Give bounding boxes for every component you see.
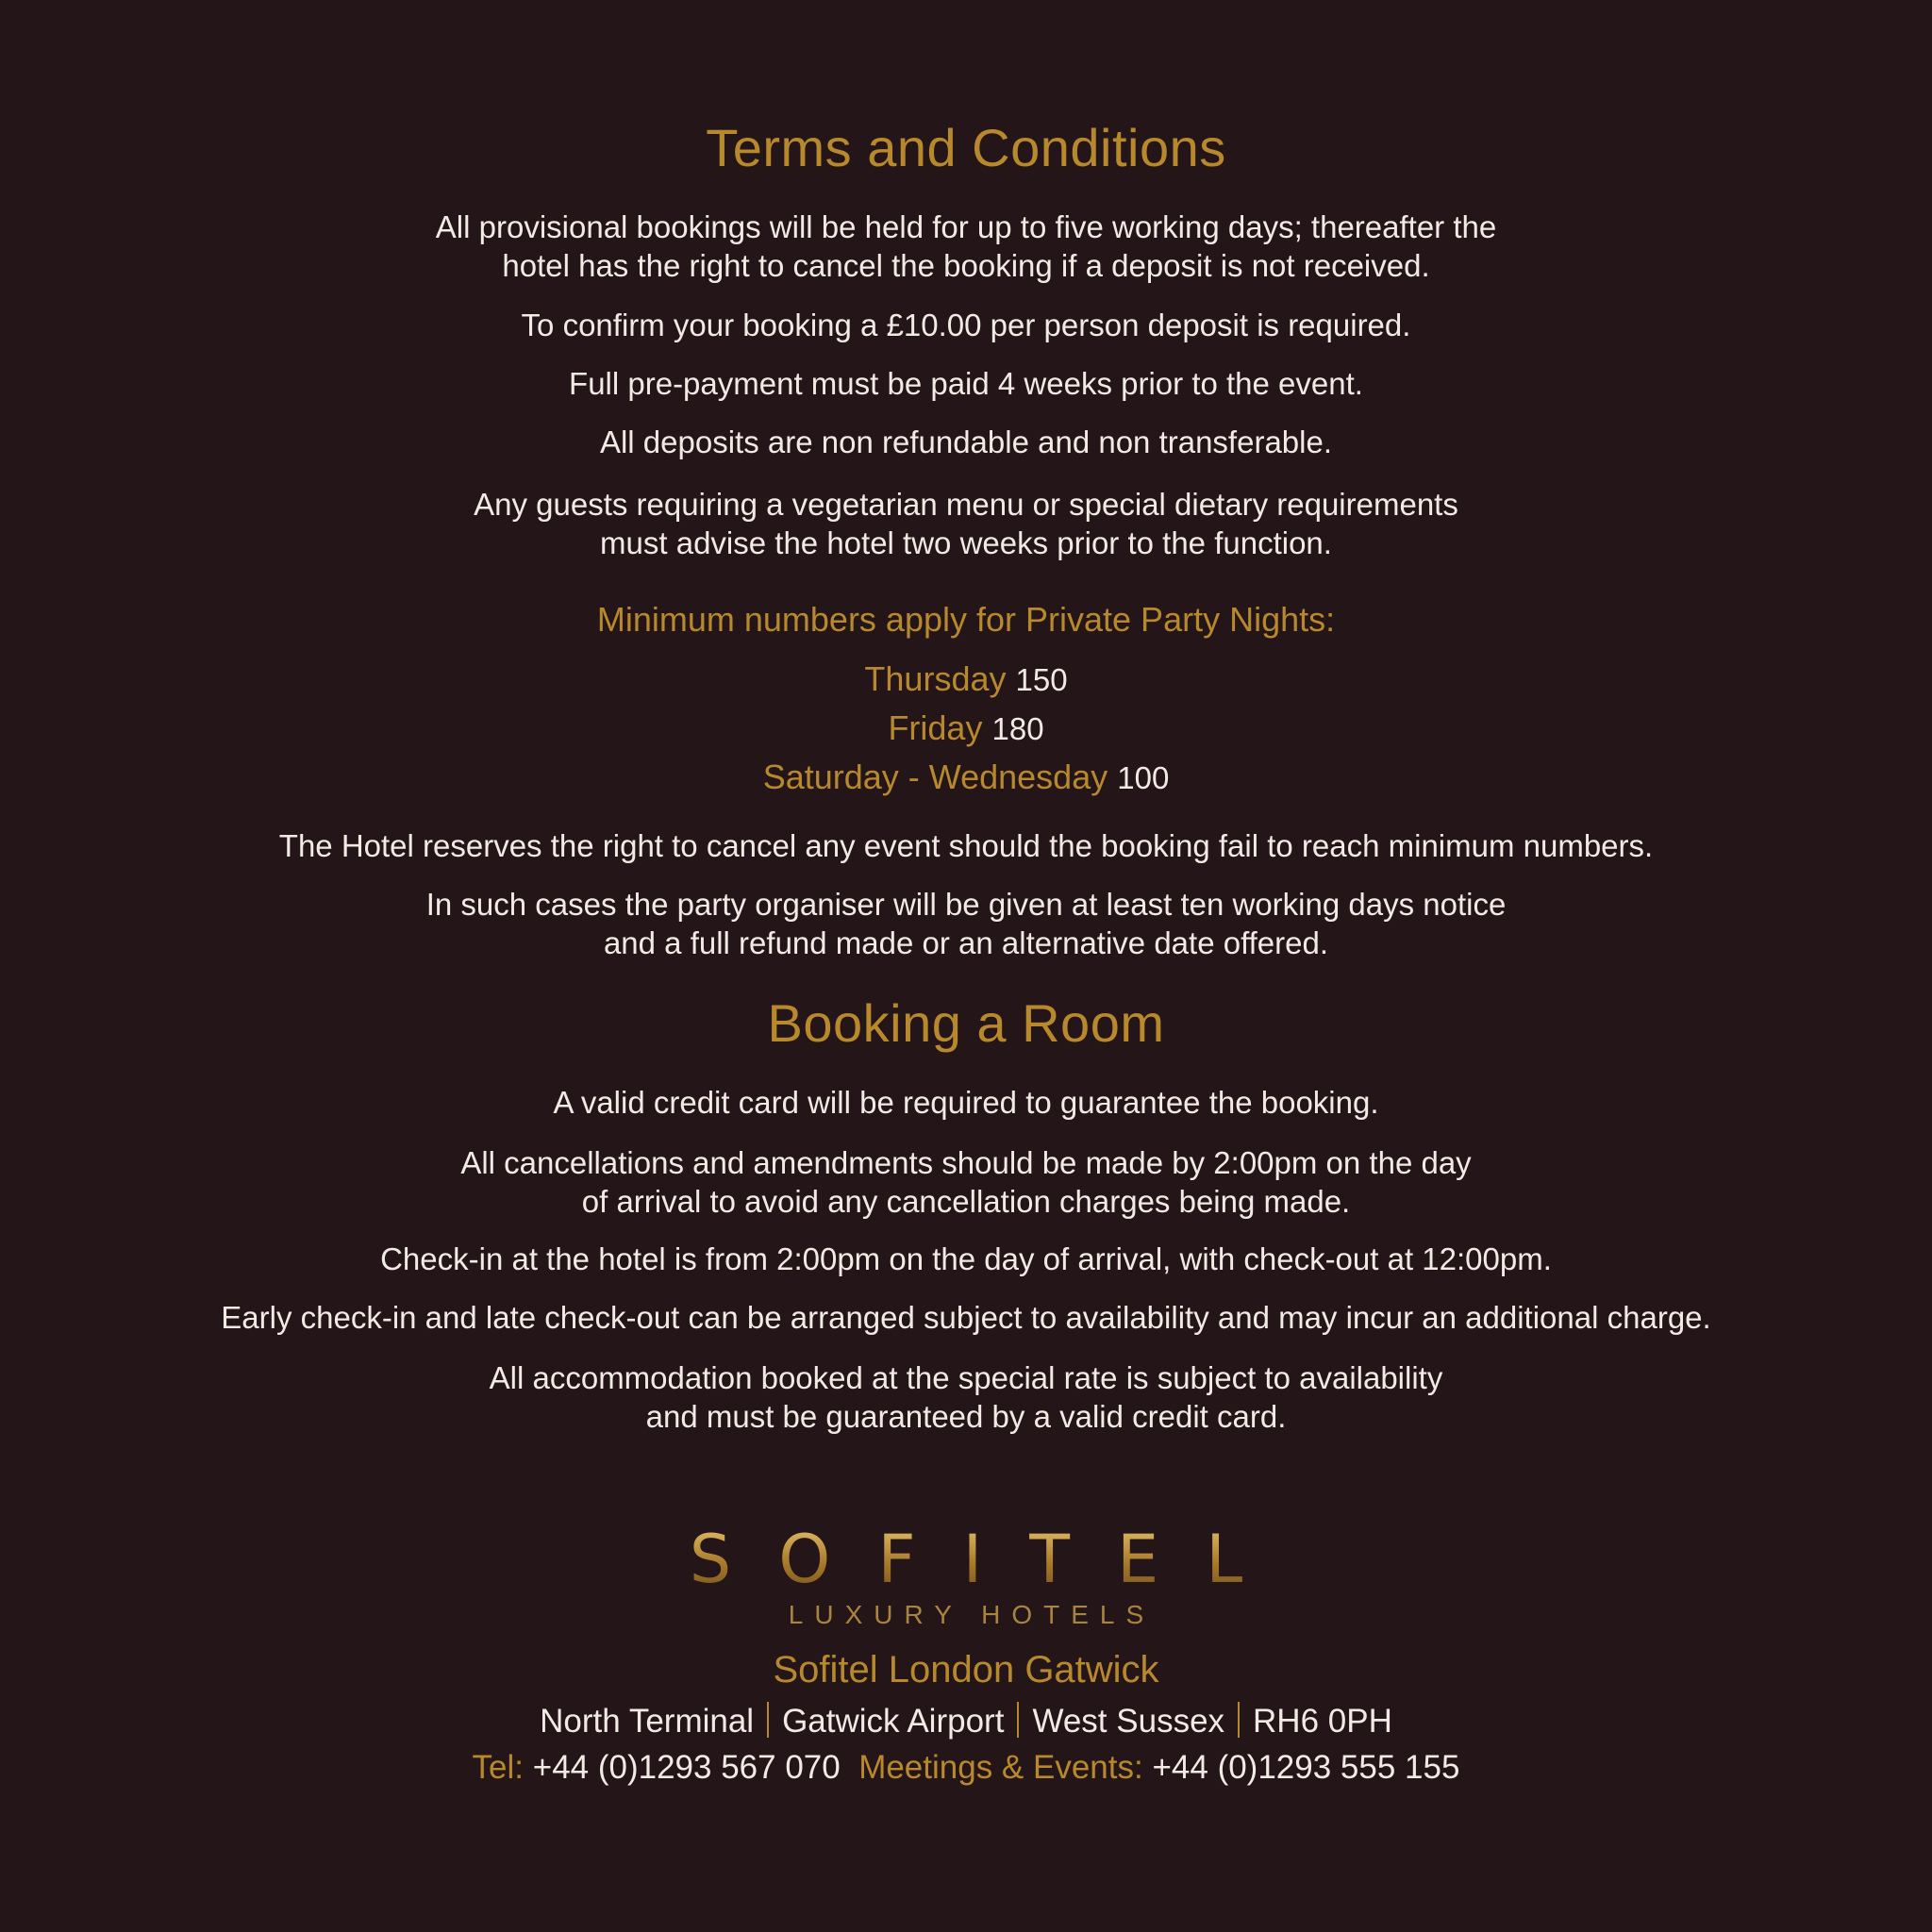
contact <box>0 1749 1932 1787</box>
minimum-day: Friday <box>888 708 983 747</box>
booking-paragraph: A valid credit card will be required to guarantee the booking. <box>553 1085 1379 1120</box>
booking-title-block <box>0 992 1932 1054</box>
terms-paragraph: Full pre-payment must be paid 4 weeks prior to the event. <box>569 366 1363 401</box>
terms-after-paragraph-2 <box>0 885 1932 962</box>
terms-paragraph-2 <box>0 306 1932 344</box>
minimum-row <box>0 704 1932 753</box>
address-separator <box>1017 1702 1019 1738</box>
minimum-list <box>0 655 1932 802</box>
terms-paragraph-3 <box>0 364 1932 403</box>
minimum-number: 150 <box>1015 662 1068 697</box>
terms-paragraph: In such cases the party organiser will be given at least ten working days notice and a full refund made or an alternative date offered. <box>425 887 1507 960</box>
terms-paragraph: All deposits are non refundable and non transferable. <box>599 425 1333 459</box>
events-value: +44 (0)1293 555 155 <box>1152 1749 1460 1786</box>
booking-paragraph: All accommodation booked at the special rate is subject to availability and must be guaranteed by a valid credit card. <box>489 1360 1443 1434</box>
terms-title: Terms and Conditions <box>706 118 1226 177</box>
hotel-name-block <box>0 1649 1932 1691</box>
booking-title: Booking a Room <box>767 993 1165 1053</box>
logo-wordmark: SOFITEL <box>0 1521 1932 1598</box>
minimum-number: 180 <box>991 711 1044 746</box>
terms-paragraph-5 <box>0 485 1932 562</box>
booking-paragraph: Early check-in and late check-out can be arranged subject to availability and may incur an additional charge. <box>221 1300 1711 1335</box>
logo-subtitle-block <box>0 1600 1932 1630</box>
booking-paragraph-1 <box>0 1083 1932 1122</box>
booking-paragraph: All cancellations and amendments should be made by 2:00pm on the day of arrival to avoid any cancellation charges being made. <box>460 1145 1472 1219</box>
address-separator <box>767 1702 769 1738</box>
minimum-heading-block <box>0 600 1932 640</box>
booking-paragraph-2 <box>0 1143 1932 1221</box>
address-part: Gatwick Airport <box>782 1703 1005 1740</box>
address-part: RH6 0PH <box>1253 1703 1392 1740</box>
address-part: West Sussex <box>1032 1703 1225 1740</box>
hotel-name: Sofitel London Gatwick <box>773 1649 1159 1690</box>
sofitel-logo <box>0 1521 1932 1598</box>
contact-line <box>0 1749 1932 1787</box>
terms-paragraph: To confirm your booking a £10.00 per person deposit is required. <box>521 308 1411 342</box>
booking-paragraph-3 <box>0 1240 1932 1278</box>
terms-paragraph: Any guests requiring a vegetarian menu or special dietary requirements must advise the hotel two weeks prior to the function. <box>474 487 1458 560</box>
booking-paragraph-5 <box>0 1358 1932 1436</box>
minimum-row <box>0 753 1932 802</box>
minimum-heading: Minimum numbers apply for Private Party Nights: <box>596 600 1336 639</box>
terms-paragraph-1 <box>0 208 1932 285</box>
booking-paragraph-4 <box>0 1298 1932 1337</box>
address <box>0 1702 1932 1740</box>
events-label: Meetings & Events: <box>858 1749 1143 1786</box>
address-line <box>0 1702 1932 1740</box>
address-part: North Terminal <box>540 1703 755 1740</box>
terms-title-block <box>0 117 1932 178</box>
minimum-day: Saturday - Wednesday <box>762 758 1108 796</box>
terms-paragraph: The Hotel reserves the right to cancel any event should the booking fail to reach minimum numbers. <box>278 828 1654 863</box>
terms-paragraph: All provisional bookings will be held for up to five working days; thereafter the hotel has the right to cancel the booking if a deposit is not received. <box>435 209 1497 283</box>
minimum-day: Thursday <box>864 659 1007 698</box>
terms-after-paragraph-1 <box>0 826 1932 865</box>
tel-value: +44 (0)1293 567 070 <box>532 1749 841 1786</box>
address-separator <box>1238 1702 1240 1738</box>
minimum-number: 100 <box>1117 760 1170 795</box>
tel-label: Tel: <box>472 1749 525 1786</box>
minimum-row <box>0 655 1932 704</box>
booking-paragraph: Check-in at the hotel is from 2:00pm on the day of arrival, with check-out at 12:00pm. <box>380 1241 1552 1276</box>
logo-subtitle: LUXURY HOTELS <box>788 1600 1156 1629</box>
terms-paragraph-4 <box>0 423 1932 461</box>
